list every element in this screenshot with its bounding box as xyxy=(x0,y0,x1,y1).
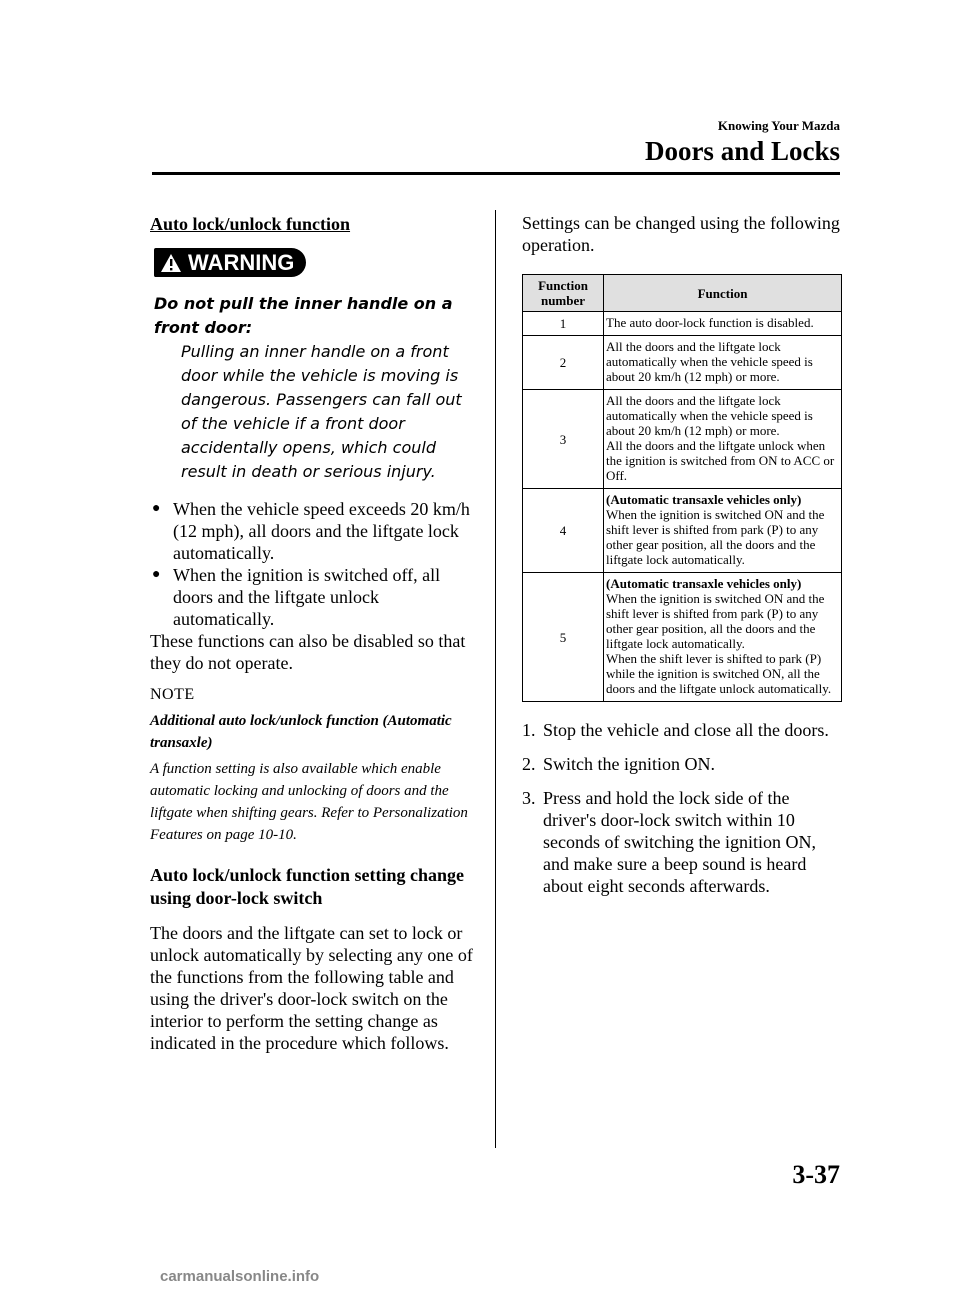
disable-paragraph: These functions can also be disabled so that they do not operate. xyxy=(150,630,466,673)
watermark-footer: carmanualsonline.info xyxy=(160,1268,320,1285)
procedure-step xyxy=(522,753,842,775)
table-row xyxy=(523,489,842,573)
table-row xyxy=(523,312,842,336)
warning-text: Pulling an inner handle on a front door while the vehicle is moving is dangerous. Passengers can fall out of the vehicle if a front door accidentally opens, which could result in death or serious injury. xyxy=(181,341,462,481)
function-description-cell xyxy=(604,390,842,489)
function-description-cell xyxy=(604,336,842,390)
note-title: Additional auto lock/unlock function (Automatic transaxle) xyxy=(150,712,452,751)
step-number: 3. xyxy=(522,788,536,808)
function-description-cell xyxy=(604,312,842,336)
list-item xyxy=(150,498,478,564)
warning-triangle-icon xyxy=(160,253,182,273)
function-text: All the doors and the liftgate lock automatically when the vehicle speed is about 20 km/h (12 mph) or more. xyxy=(606,339,813,384)
procedure-step xyxy=(522,787,842,897)
subsection-heading: Auto lock/unlock function setting change using door-lock switch xyxy=(150,864,465,908)
step-text: Press and hold the lock side of the driver's door-lock switch within 10 seconds of switching the ignition ON, and make sure a beep sound is heard about eight seconds afterwards. xyxy=(543,788,816,896)
page-number: 3-37 xyxy=(792,1160,840,1189)
function-text: All the doors and the liftgate lock automatically when the vehicle speed is about 20 km/h (12 mph) or more. xyxy=(606,393,813,438)
function-number-cell: 5 xyxy=(523,573,604,702)
column-divider xyxy=(495,210,496,1148)
header-section-label: Knowing Your Mazda xyxy=(717,118,840,133)
intro-paragraph: Settings can be changed using the following operation. xyxy=(522,213,840,255)
warning-body xyxy=(154,292,478,484)
list-item xyxy=(150,564,478,630)
function-table xyxy=(522,274,842,702)
setting-paragraph: The doors and the liftgate can set to lock or unlock automatically by selecting any one of the functions from the following table and using the driver's door-lock switch on the interior to perform the setting change as indicated in the procedure which follows. xyxy=(150,922,473,1053)
function-table-body xyxy=(523,312,842,702)
bullet-text: When the vehicle speed exceeds 20 km/h (12 mph), all doors and the liftgate lock automatically. xyxy=(173,498,470,563)
header-rule xyxy=(152,172,840,175)
function-description-cell xyxy=(604,489,842,573)
column-header-function: Function xyxy=(604,275,842,312)
function-number-cell: 2 xyxy=(523,336,604,390)
function-text: All the doors and the liftgate unlock when the ignition is switched from ON to ACC or Off. xyxy=(606,438,835,483)
bullet-text: When the ignition is switched off, all doors and the liftgate unlock automatically. xyxy=(173,564,441,629)
step-text: Stop the vehicle and close all the doors. xyxy=(543,720,829,740)
section-title: Auto lock/unlock function xyxy=(150,214,351,234)
step-text: Switch the ignition ON. xyxy=(543,754,715,774)
right-column xyxy=(522,212,842,909)
note-heading: NOTE xyxy=(150,685,195,703)
warning-label: WARNING xyxy=(188,249,295,275)
feature-bullet-list xyxy=(150,498,478,630)
step-number: 2. xyxy=(522,754,536,774)
function-condition: (Automatic transaxle vehicles only) xyxy=(606,492,802,507)
function-condition: (Automatic transaxle vehicles only) xyxy=(606,576,802,591)
procedure-steps xyxy=(522,719,842,897)
table-header-row xyxy=(523,275,842,312)
function-description-cell xyxy=(604,573,842,702)
table-row xyxy=(523,573,842,702)
note-body: A function setting is also available which enable automatic locking and unlocking of doors and the liftgate when shifting gears. Refer to Personalization Features on page 10-10. xyxy=(150,760,468,843)
function-text: When the ignition is switched ON and the shift lever is shifted from park (P) to any other gear position, all the doors and the liftgate lock automatically. xyxy=(606,507,825,567)
table-row xyxy=(523,336,842,390)
procedure-step xyxy=(522,719,842,741)
function-number-cell: 3 xyxy=(523,390,604,489)
bullet-icon: ● xyxy=(152,500,161,516)
warning-badge xyxy=(154,248,306,277)
bullet-icon: ● xyxy=(152,566,161,582)
warning-lead: Do not pull the inner handle on a front door: xyxy=(154,293,453,337)
function-number-cell: 4 xyxy=(523,489,604,573)
function-text: When the ignition is switched ON and the shift lever is shifted from park (P) to any other gear position, all the doors and the liftgate lock automatically. xyxy=(606,591,825,651)
header-title: Doors and Locks xyxy=(644,136,840,166)
function-text: When the shift lever is shifted to park (P) while the ignition is switched ON, all the doors and the liftgate unlock automatically. xyxy=(606,651,832,696)
step-number: 1. xyxy=(522,720,536,740)
column-header-number: Function number xyxy=(523,275,604,312)
warning-box xyxy=(154,248,478,484)
function-text: The auto door-lock function is disabled. xyxy=(606,315,814,330)
table-row xyxy=(523,390,842,489)
function-number-cell: 1 xyxy=(523,312,604,336)
left-column xyxy=(150,212,478,1054)
